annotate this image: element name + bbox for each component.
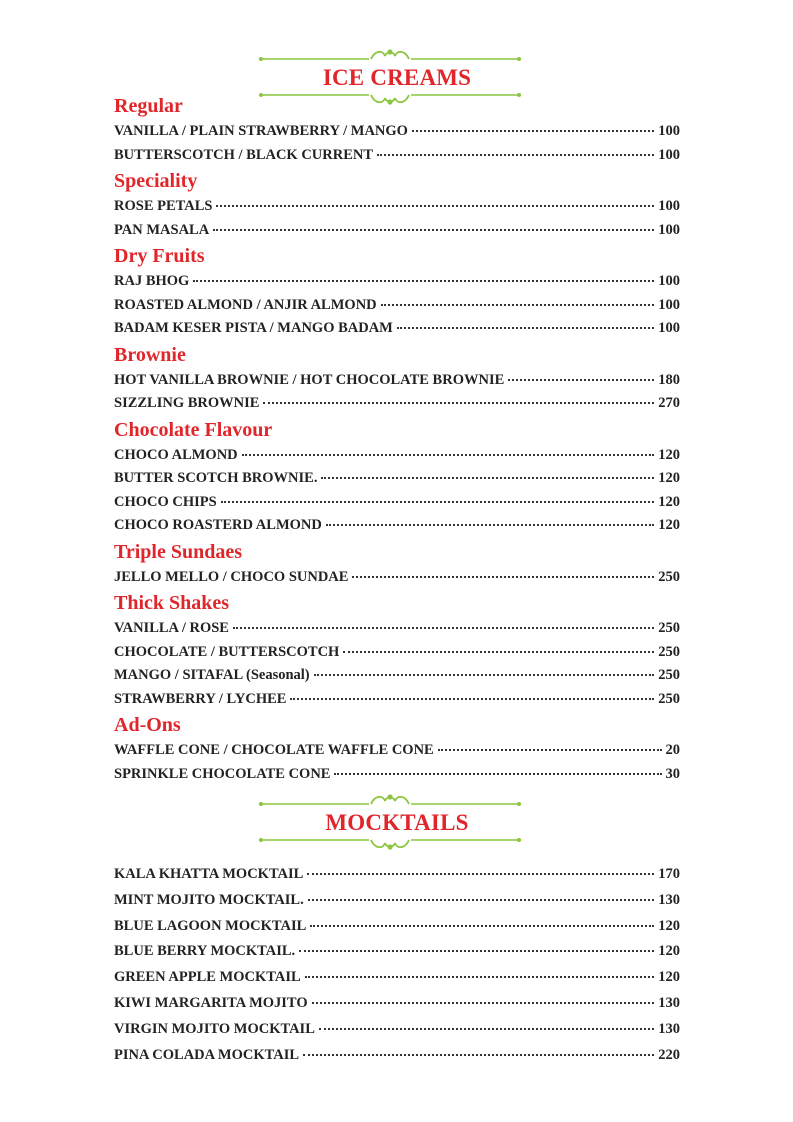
item-name: BLUE BERRY MOCKTAIL.	[114, 943, 296, 960]
dot-leader	[343, 651, 654, 653]
menu-item	[114, 467, 680, 491]
menu-item	[114, 862, 680, 888]
item-name: CHOCO CHIPS	[114, 493, 217, 510]
item-name: CHOCO ROASTERD ALMOND	[114, 517, 322, 533]
item-price: 120	[658, 470, 680, 486]
menu-item	[114, 763, 680, 787]
dot-leader	[307, 873, 654, 875]
menu-item	[114, 965, 680, 991]
item-price: 100	[658, 296, 680, 313]
menu-item	[114, 914, 680, 940]
item-name: BUTTER SCOTCH BROWNIE.	[114, 470, 318, 486]
dot-leader	[377, 154, 654, 156]
section-title-thick-shakes: Thick Shakes	[114, 592, 230, 614]
menu-item	[114, 664, 680, 688]
dot-leader	[233, 627, 654, 629]
dot-leader	[242, 454, 655, 456]
dot-leader	[381, 304, 655, 306]
item-name: BUTTERSCOTCH / BLACK CURRENT	[114, 146, 374, 163]
item-price: 250	[658, 643, 680, 660]
dot-leader	[216, 205, 654, 207]
menu-item	[114, 739, 680, 763]
menu-item	[114, 219, 680, 243]
item-name: CHOCOLATE / BUTTERSCOTCH	[114, 643, 340, 660]
item-price: 120	[658, 969, 680, 986]
item-price: 250	[658, 620, 680, 636]
floral-divider-icon	[259, 48, 521, 62]
item-price: 120	[658, 493, 680, 510]
dot-leader	[319, 1028, 654, 1030]
dot-leader	[412, 130, 654, 132]
section-title-ad-ons: Ad-Ons	[114, 714, 181, 736]
item-price: 20	[665, 742, 680, 758]
dot-leader	[334, 773, 661, 775]
item-price: 130	[658, 1020, 680, 1037]
item-name: RAJ BHOG	[114, 273, 190, 289]
menu-item	[114, 392, 680, 416]
item-name: VANILLA / PLAIN STRAWBERRY / MANGO	[114, 123, 408, 139]
item-price: 120	[658, 943, 680, 960]
section-title-dry-fruits: Dry Fruits	[114, 245, 205, 267]
item-price: 120	[658, 917, 680, 934]
menu-item	[114, 566, 680, 590]
menu-item	[114, 1017, 680, 1043]
menu-item	[114, 617, 680, 641]
dot-leader	[326, 524, 654, 526]
item-name: PAN MASALA	[114, 221, 210, 238]
section-title-brownie: Brownie	[114, 343, 186, 366]
item-name: HOT VANILLA BROWNIE / HOT CHOCOLATE BROWNIE	[114, 371, 505, 388]
item-price: 130	[658, 994, 680, 1011]
item-price: 250	[658, 690, 680, 707]
item-price: 100	[658, 198, 680, 214]
item-price: 100	[658, 123, 680, 139]
item-price: 250	[658, 667, 680, 683]
menu-page	[114, 0, 680, 1068]
section-title-chocolate-flavour: Chocolate Flavour	[114, 418, 273, 441]
item-name: WAFFLE CONE / CHOCOLATE WAFFLE CONE	[114, 742, 434, 758]
item-name: BLUE LAGOON MOCKTAIL	[114, 917, 307, 934]
item-price: 100	[658, 273, 680, 289]
dot-leader	[305, 976, 655, 978]
floral-divider-icon	[259, 793, 521, 807]
dot-leader	[438, 749, 662, 751]
item-price: 30	[665, 765, 680, 782]
menu-item	[114, 491, 680, 515]
item-name: MINT MOJITO MOCKTAIL.	[114, 891, 304, 908]
item-price: 250	[658, 568, 680, 585]
menu-item	[114, 195, 680, 219]
menu-item	[114, 120, 680, 144]
item-name: KIWI MARGARITA MOJITO	[114, 994, 308, 1011]
ice-cream-sections	[114, 92, 680, 786]
item-name: CHOCO ALMOND	[114, 446, 238, 463]
dot-leader	[321, 477, 654, 479]
menu-item	[114, 317, 680, 341]
floral-divider-icon	[259, 837, 521, 851]
menu-item	[114, 939, 680, 965]
menu-item	[114, 444, 680, 468]
section-title-regular: Regular	[114, 95, 183, 117]
item-name: SIZZLING BROWNIE	[114, 395, 260, 411]
section-title-speciality: Speciality	[114, 170, 198, 192]
item-name: SPRINKLE CHOCOLATE CONE	[114, 765, 331, 782]
item-price: 100	[658, 221, 680, 238]
item-price: 170	[658, 866, 680, 882]
menu-item	[114, 369, 680, 393]
menu-item	[114, 144, 680, 168]
mocktails-title: MOCKTAILS	[325, 810, 469, 835]
menu-item	[114, 270, 680, 294]
mocktail-list	[114, 862, 680, 1068]
item-price: 100	[658, 146, 680, 163]
item-price: 120	[658, 446, 680, 463]
item-name: KALA KHATTA MOCKTAIL	[114, 866, 304, 882]
dot-leader	[397, 327, 654, 329]
ice-creams-heading	[114, 45, 680, 117]
item-name: ROSE PETALS	[114, 198, 213, 214]
menu-item	[114, 991, 680, 1017]
item-price: 270	[658, 395, 680, 411]
dot-leader	[299, 950, 654, 952]
dot-leader	[310, 925, 654, 927]
item-name: STRAWBERRY / LYCHEE	[114, 690, 287, 707]
item-name: VIRGIN MOJITO MOCKTAIL	[114, 1020, 315, 1037]
dot-leader	[508, 379, 654, 381]
item-price: 120	[658, 517, 680, 533]
section-title-triple-sundaes: Triple Sundaes	[114, 540, 242, 563]
dot-leader	[213, 229, 654, 231]
dot-leader	[263, 402, 654, 404]
dot-leader	[352, 576, 654, 578]
item-price: 130	[658, 891, 680, 908]
menu-item	[114, 688, 680, 712]
menu-item	[114, 641, 680, 665]
dot-leader	[303, 1054, 654, 1056]
menu-item	[114, 514, 680, 538]
item-name: MANGO / SITAFAL (Seasonal)	[114, 667, 310, 683]
item-name: JELLO MELLO / CHOCO SUNDAE	[114, 568, 349, 585]
mocktails-heading	[114, 790, 680, 862]
item-name: ROASTED ALMOND / ANJIR ALMOND	[114, 296, 377, 313]
item-name: VANILLA / ROSE	[114, 620, 229, 636]
item-name: BADAM KESER PISTA / MANGO BADAM	[114, 320, 393, 336]
item-name: GREEN APPLE MOCKTAIL	[114, 969, 301, 986]
floral-divider-icon	[259, 92, 521, 106]
item-price: 100	[658, 320, 680, 336]
ice-creams-title: ICE CREAMS	[322, 65, 472, 90]
item-name: PINA COLADA MOCKTAIL	[114, 1046, 300, 1063]
menu-item	[114, 888, 680, 914]
item-price: 220	[658, 1046, 680, 1063]
dot-leader	[308, 899, 655, 901]
menu-item	[114, 294, 680, 318]
menu-item	[114, 1043, 680, 1069]
dot-leader	[290, 698, 654, 700]
dot-leader	[314, 674, 655, 676]
dot-leader	[221, 501, 655, 503]
dot-leader	[193, 280, 654, 282]
dot-leader	[312, 1002, 655, 1004]
item-price: 180	[658, 371, 680, 388]
